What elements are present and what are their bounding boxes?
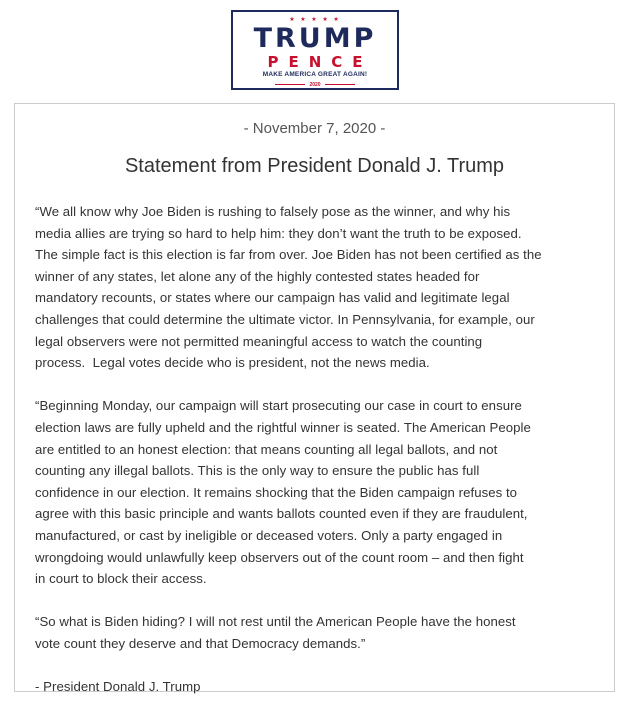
text-line: vote count they deserve and that Democracy demands.” [35,635,366,651]
logo-slogan: MAKE AMERICA GREAT AGAIN! [262,71,368,78]
statement-card [14,103,615,695]
text-line: counting any illegal ballots. This is the only way to ensure the public has full [35,463,480,479]
text-line: “We all know why Joe Biden is rushing to falsely pose as the winner, and why his [35,204,511,219]
paragraph-gap [35,654,597,676]
paragraph-1 [35,201,597,374]
text-line: mandatory recounts, or states where our campaign has valid and legitimate legal [35,290,510,306]
statement-title: Statement from President Donald J. Trump [124,155,505,177]
trump-pence-logo [231,10,399,90]
text-line: wrongdoing would unlawfully keep observers out of the count room – and then fight [35,549,524,565]
text-line: media allies are trying so hard to help him: they don’t want the truth to be exposed. [35,225,522,241]
logo-name-line2: PENCE [267,53,373,71]
text-line: election laws are fully upheld and the rightful winner is seated. The American People [35,419,531,435]
text-line: process. Legal votes decide who is president, not the news media. [35,355,430,371]
signature [35,676,597,698]
statement-body [35,201,597,698]
paragraph-gap [35,590,597,612]
text-line: manufactured, or cast by ineligible or deceased voters. Only a party engaged in [35,527,503,543]
logo-name-line1: TRUMP [253,23,377,54]
logo-rule-right [325,84,355,85]
logo-stars: ★ ★ ★ ★ ★ [289,17,341,23]
logo-year: 2020 [309,82,321,88]
paragraph-2 [35,395,597,589]
text-line: “Beginning Monday, our campaign will start prosecuting our case in court to ensure [35,398,522,414]
text-line: confidence in our election. It remains shocking that the Biden campaign refuses to [35,484,518,500]
paragraph-3 [35,611,597,654]
text-line: winner of any states, let alone any of the highly contested states headed for [35,268,480,284]
statement-date: - November 7, 2020 - [243,120,386,137]
text-line: challenges that could determine the ultimate victor. In Pennsylvania, for example, our [35,311,535,327]
text-line: agree with this basic principle and wants ballots counted even if they are fraudulent, [35,506,528,522]
text-line: legal observers were not permitted meaningful access to watch the counting [35,333,483,349]
text-line: in court to block their access. [35,571,207,587]
signature-line: - President Donald J. Trump [35,679,201,695]
text-line: The simple fact is this election is far from over. Joe Biden has not been certified as the [35,247,542,263]
paragraph-gap [35,374,597,396]
text-line: are entitled to an honest election: that means counting all legal ballots, and not [35,441,498,457]
text-line: “So what is Biden hiding? I will not rest until the American People have the honest [35,614,516,630]
